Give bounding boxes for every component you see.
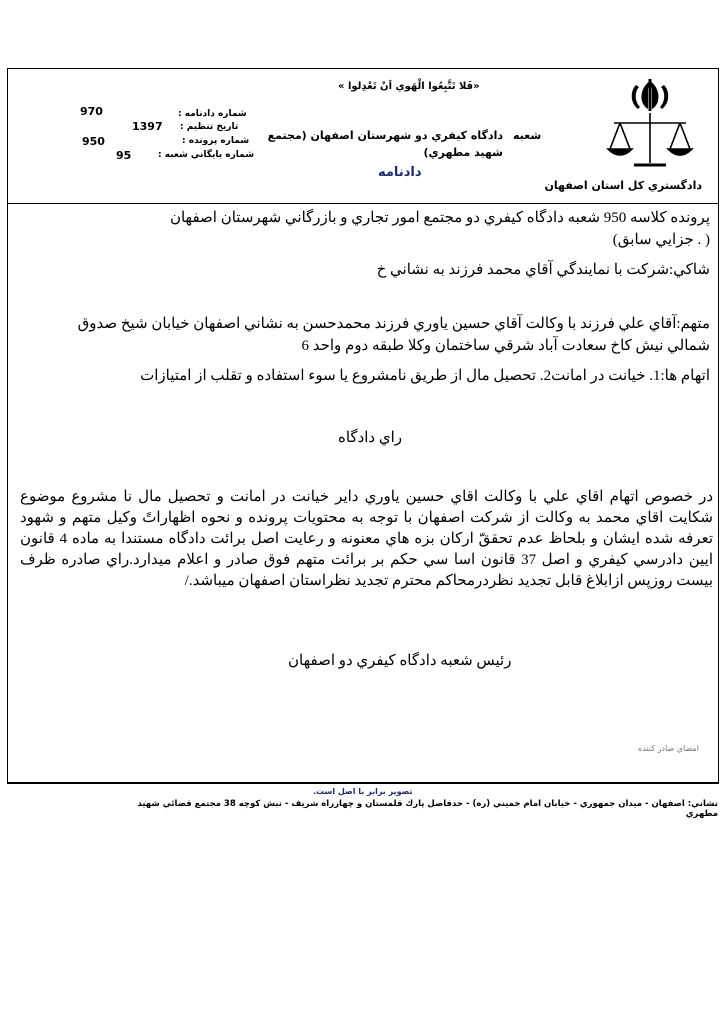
- document-frame: [7, 68, 719, 819]
- issue-date: 1397: [132, 120, 163, 133]
- archive-number-label: شماره بايگاني شعبه :: [158, 150, 255, 160]
- ruling-paragraph: در خصوص اتهام اقاي علي با وكالت اقاي حسين ياوري داير خيانت در امانت و تحصيل مال نا مشروع موضوع شكايت اقاي محمد به وكالت از شركت اصفهان با توجه به محتويات پرونده و نحوه اظهاراتً وكيل متهم و شهود تعرفه شده ايشان و بلحاظ عدم تحققّ اركان بزه هاي معنونه و رعايت اصل برائت دادگاه مستندا به ماده 4 قانون ايين دادرسي كيفري و اصل 37 قانون اسا سي حكم بر برائت متهم فوق صادر و اعلام ميدارد.راي صادره ظرف بيست روزپس ازابلاغ قابل تجديد نظردرمحاكم محترم تجديد نظراستان اصفهان ميباشد./: [20, 489, 713, 589]
- court-name: دادگستري كل استان اصفهان: [544, 179, 702, 192]
- case-file-note: ( . جزايي سابق): [612, 232, 710, 248]
- court-title: دادگاه كيفري دو شهرستان اصفهان (مجتمع شهيد مطهري): [267, 129, 503, 159]
- verdict-number-label: شماره دادنامه :: [178, 109, 247, 119]
- signer-title: رئيس شعبه دادگاه كيفري دو اصفهان: [288, 653, 512, 669]
- file-number: 950: [82, 135, 105, 148]
- branch-label: شعبه: [513, 129, 542, 142]
- signature-label: امضاي صادر كننده: [638, 744, 699, 753]
- accused-line: متهم:آقاي علي فرزند با وكالت آقاي حسين ياوري فرزند محمدحسن به نشاني اصفهان خيابان شيخ صدوق: [77, 316, 710, 332]
- certified-copy-note: تصوير برابر با اصل است.: [313, 787, 413, 796]
- document-title: دادنامه: [378, 165, 422, 180]
- issue-date-label: تاريخ تنظيم :: [180, 122, 239, 132]
- header-divider: [8, 203, 718, 204]
- charges-line: اتهام ها:1. خيانت در امانت2. تحصيل مال از طريق نامشروع يا سوء استفاده و تقلب از امتيازات: [140, 368, 710, 384]
- court-address: نشاني: اصفهان - ميدان جمهوري - خيابان امام خميني (ره) - حدفاصل پارك قلمستان و چهارراه شريف - نبش كوچه 38 مجتمع قضائي شهيد مطهري: [137, 799, 718, 819]
- footer-divider: [8, 782, 718, 783]
- plaintiff-line: شاكي:شركت با نمايندگي آقاي محمد فرزند به نشاني خ: [376, 262, 710, 278]
- ruling-heading: راي دادگاه: [338, 430, 402, 446]
- archive-number: 95: [116, 149, 132, 162]
- verdict-number: 970: [80, 105, 103, 118]
- case-file-line: پرونده كلاسه 950 شعبه دادگاه كيفري دو مجتمع امور تجاري و بازرگاني شهرستان اصفهان: [169, 210, 710, 226]
- accused-address: شمالي نيش كاخ سعادت آباد شرقي ساختمان وكلا طبقه دوم واحد 6: [301, 338, 710, 354]
- file-number-label: شماره پرونده :: [182, 136, 250, 146]
- iran-judiciary-emblem: [600, 75, 700, 175]
- quran-verse: «فَلا تَتَّبِعُوا الْهَوي اَنْ تَعْدِلوا »: [338, 81, 480, 92]
